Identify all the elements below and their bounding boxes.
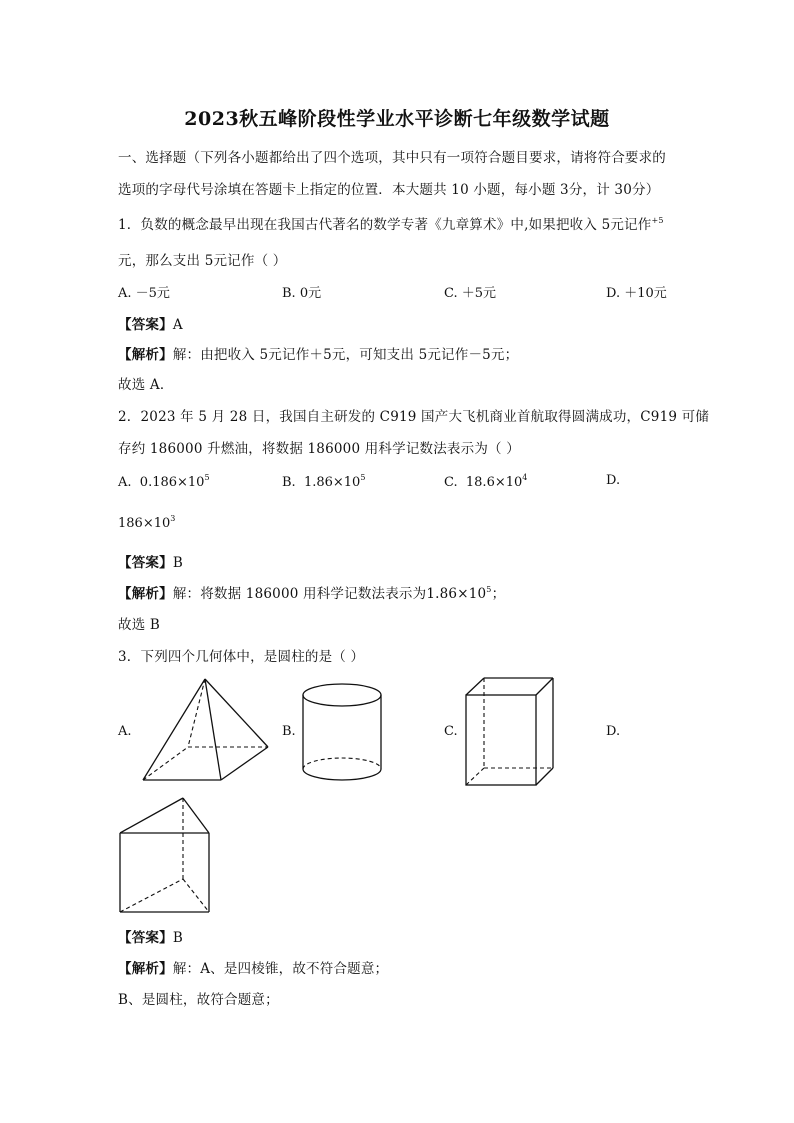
q2-analysis-exp: 5 bbox=[486, 585, 492, 594]
q3-stem: 3．下列四个几何体中，是圆柱的是（ ） bbox=[118, 649, 365, 665]
q2-answer bbox=[118, 551, 183, 571]
q2-answer-tag: 【答案】 bbox=[118, 555, 173, 571]
q2-analysis-end: ； bbox=[491, 586, 506, 602]
q1-answer bbox=[118, 313, 183, 333]
q2-option-d-exp: 3 bbox=[170, 514, 176, 523]
q2-option-d bbox=[118, 514, 175, 531]
q2-option-c-label: C. bbox=[444, 475, 458, 490]
q2-answer-value: B bbox=[172, 555, 183, 571]
q2-option-b-label: B. bbox=[282, 475, 296, 490]
q2-option-b bbox=[282, 473, 365, 490]
q3-answer bbox=[118, 926, 183, 946]
q1-stem-line2: 元，那么支出 5元记作（ ） bbox=[118, 253, 287, 269]
q3-cuboid-figure bbox=[463, 675, 557, 789]
q2-stem-line1: 2．2023 年 5 月 28 日，我国自主研发的 C919 国产大飞机商业首航取得圆满成功，C919 可储 bbox=[118, 409, 710, 425]
q1-analysis-text: 解：由把收入 5元记作＋5元，可知支出 5元记作－5元； bbox=[172, 347, 519, 363]
q2-option-a bbox=[118, 473, 210, 490]
q1-analysis bbox=[118, 343, 518, 363]
q1-option-b: B. 0元 bbox=[282, 286, 322, 301]
q1-option-c: C. ＋5元 bbox=[444, 286, 497, 301]
q2-option-a-base: 0.186×10 bbox=[139, 475, 205, 490]
q1-option-a: A. －5元 bbox=[118, 286, 170, 301]
q2-analysis bbox=[118, 582, 505, 602]
q3-label-a: A. bbox=[118, 724, 132, 739]
q2-option-d-label: D. bbox=[606, 473, 621, 488]
q2-option-c-exp: 4 bbox=[522, 473, 528, 482]
q1-answer-tag: 【答案】 bbox=[118, 317, 173, 333]
section-instructions-line2: 选项的字母代号涂填在答题卡上指定的位置．本大题共 10 小题，每小题 3分，计 30分） bbox=[118, 182, 660, 198]
q2-option-a-exp: 5 bbox=[204, 473, 210, 482]
q2-analysis-text: 解：将数据 186000 用科学记数法表示为 bbox=[172, 586, 427, 602]
q1-stem-line1 bbox=[118, 213, 664, 233]
q3-triangular-prism-figure bbox=[117, 795, 213, 915]
q3-label-b: B. bbox=[282, 724, 296, 739]
q2-option-c bbox=[444, 473, 527, 490]
q2-option-b-exp: 5 bbox=[360, 473, 366, 482]
q3-label-d: D. bbox=[606, 724, 621, 739]
q2-option-c-base: 18.6×10 bbox=[465, 475, 523, 490]
q3-label-c: C. bbox=[444, 724, 458, 739]
q1-option-d: D. ＋10元 bbox=[606, 286, 667, 301]
q3-pyramid-figure bbox=[140, 676, 272, 784]
q3-analysis-tag: 【解析】 bbox=[118, 961, 173, 977]
page-title: 2023秋五峰阶段性学业水平诊断七年级数学试题 bbox=[184, 108, 610, 130]
q1-stem-text: 1．负数的概念最早出现在我国古代著名的数学专著《九章算术》中,如果把收入 5元记作 bbox=[118, 217, 652, 233]
q1-conclusion: 故选 A． bbox=[118, 377, 174, 393]
q2-conclusion: 故选 B bbox=[118, 617, 161, 633]
q2-option-b-base: 1.86×10 bbox=[303, 475, 361, 490]
q3-cylinder-figure bbox=[300, 681, 384, 785]
q1-stem-tail: +5 bbox=[651, 216, 664, 225]
q2-option-d-base: 186×10 bbox=[118, 516, 171, 531]
q2-stem-line2: 存约 186000 升燃油，将数据 186000 用科学记数法表示为（ ） bbox=[118, 441, 520, 457]
q1-analysis-tag: 【解析】 bbox=[118, 347, 173, 363]
section-instructions-line1: 一、选择题（下列各小题都给出了四个选项，其中只有一项符合题目要求，请将符合要求的 bbox=[118, 150, 666, 166]
q3-analysis-line2: B、是圆柱，故符合题意； bbox=[118, 992, 279, 1008]
q3-answer-value: B bbox=[172, 930, 183, 946]
q3-analysis-text: 解：A、是四棱锥，故不符合题意； bbox=[172, 961, 389, 977]
q2-analysis-base: 1.86×10 bbox=[426, 586, 487, 602]
q2-analysis-tag: 【解析】 bbox=[118, 586, 173, 602]
q3-answer-tag: 【答案】 bbox=[118, 930, 173, 946]
q1-answer-value: A bbox=[172, 317, 183, 333]
q2-option-a-label: A. bbox=[118, 475, 132, 490]
q3-analysis bbox=[118, 957, 388, 977]
